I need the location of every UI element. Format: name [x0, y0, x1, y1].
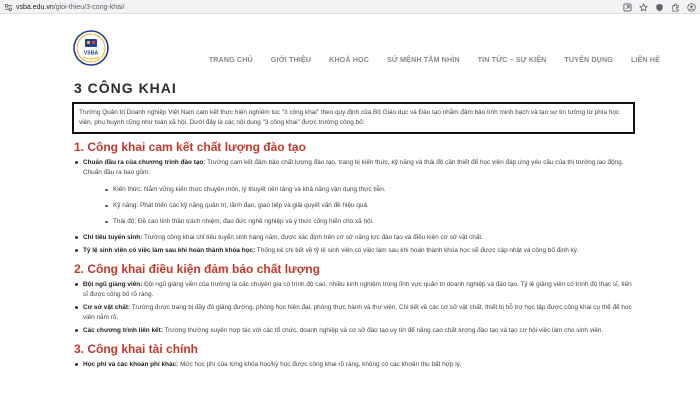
item-text: Đội ngũ giảng viên của trường là các chuyên gia có trình độ cao, nhiều kinh nghiệm trong lĩnh vực quản trị doanh nghiệp và đào tạo. Tỷ lệ giảng viên có trình độ thạc sĩ, tiến sĩ được công bố rõ ràng. [83, 281, 632, 298]
site-header [0, 14, 700, 78]
nav-mission-vision[interactable]: SỨ MỆNH TẦM NHÌN [387, 55, 460, 64]
extension-shield-icon[interactable] [654, 2, 664, 12]
browser-toolbar [0, 0, 700, 14]
list-item [74, 233, 634, 243]
item-text: Trường cam kết đảm bảo chất lượng đào tạo, trang bị kiến thức, kỹ năng và thái độ cần thiết để học viên đáp ứng yêu cầu của thị trường lao động. Chuẩn đầu ra bao gồm: [83, 159, 624, 176]
item-text: Trường được trang bị đầy đủ giảng đường, phòng học hiện đại, phòng thực hành và thư viện. Chi tiết về các cơ sở vật chất, thiết bị hỗ trợ học tập được công khai cụ thể để học viên nắm rõ. [83, 304, 632, 321]
sub-list-item: Thái độ: Đề cao tinh thần trách nhiệm, đạo đức nghề nghiệp và ý thức cống hiến cho xã hội. [83, 217, 634, 227]
item-key: Chuẩn đầu ra của chương trình đào tạo: [83, 159, 206, 166]
logo-text: VSBA [83, 50, 99, 57]
item-key: Cơ sở vật chất: [83, 304, 131, 311]
vsba-logo[interactable] [73, 30, 109, 66]
section-heading: 3. Công khai tài chính [74, 342, 199, 356]
main-nav [191, 55, 660, 64]
sub-list-item: Kiến thức: Nắm vững kiến thức chuyên môn, lý thuyết nền tảng và khả năng vận dụng thực tiễn. [83, 185, 634, 195]
sub-list [83, 185, 634, 227]
extensions-icon[interactable] [670, 2, 680, 12]
nav-home[interactable]: TRANG CHỦ [208, 55, 253, 64]
list-item [74, 280, 634, 300]
section-heading: 1. Công khai cam kết chất lượng đào tạo [74, 140, 306, 154]
item-key: Các chương trình liên kết: [83, 327, 163, 334]
item-text: Trường công khai chỉ tiêu tuyển sinh hàng năm, được xác định trên cơ sở năng lực đào tạo và điều kiện cơ sở vật chất. [142, 234, 483, 241]
list-item [74, 326, 634, 336]
section-list [74, 360, 634, 370]
profile-icon[interactable] [686, 2, 696, 12]
intro-paragraph: Trường Quản trị Doanh nghiệp Việt Nam cam kết thực hiện nghiêm túc "3 công khai" theo quy định của Bộ Giáo dục và Đào tạo nhằm đảm bảo tính minh bạch và tạo sự tin tưởng từ phía học viên, phụ huynh cũng như toàn xã hội. Dưới đây là các nội dung "3 công khai" được trường công bố: [72, 102, 635, 134]
list-item [74, 360, 634, 370]
nav-contact[interactable]: LIÊN HỆ [630, 55, 660, 64]
address-bar[interactable] [3, 2, 125, 12]
item-key: Học phí và các khoản phí khác: [83, 361, 179, 368]
section-list [74, 158, 634, 256]
nav-careers[interactable]: TUYỂN DỤNG [564, 55, 613, 64]
section-list [74, 280, 634, 336]
page-title: 3 CÔNG KHAI [74, 80, 177, 96]
url-host: vsba.edu.vn [16, 3, 54, 11]
main-content [74, 78, 634, 373]
share-icon[interactable] [622, 2, 632, 12]
list-item [74, 158, 634, 227]
item-key: Tỷ lệ sinh viên có việc làm sau khi hoàn thành khóa học: [83, 247, 256, 254]
list-item [74, 246, 634, 256]
item-text: Thống kê chi tiết về tỷ lệ sinh viên có việc làm sau khi hoàn thành khóa học sẽ được cập nhật và công bố định kỳ. [255, 247, 579, 254]
item-text: Trường thường xuyên hợp tác với các tổ chức, doanh nghiệp và cơ sở đào tạo uy tín để nâng cao chất lượng đào tạo và tạo cơ hội việc làm cho sinh viên. [162, 327, 604, 334]
nav-news-events[interactable]: TIN TỨC – SỰ KIỆN [477, 55, 547, 64]
item-text: Mức học phí của từng khóa học/kỳ học được công khai rõ ràng, không có các khoản thu bất hợp lý. [178, 361, 462, 368]
nav-courses[interactable]: KHOÁ HỌC [329, 55, 369, 64]
item-key: Đội ngũ giảng viên: [83, 281, 143, 288]
item-key: Chỉ tiêu tuyển sinh: [83, 234, 143, 241]
star-icon[interactable] [638, 2, 648, 12]
sub-list-item: Kỹ năng: Phát triển các kỹ năng quản trị, lãnh đạo, giao tiếp và giải quyết vấn đề hiệu quả. [83, 201, 634, 211]
nav-about[interactable]: GIỚI THIỆU [270, 55, 312, 64]
site-info-icon[interactable] [3, 2, 13, 12]
list-item [74, 303, 634, 323]
url-path: /gioi-thieu/3-cong-khai/ [53, 3, 125, 11]
section-heading: 2. Công khai điều kiện đảm bảo chất lượng [74, 262, 320, 276]
